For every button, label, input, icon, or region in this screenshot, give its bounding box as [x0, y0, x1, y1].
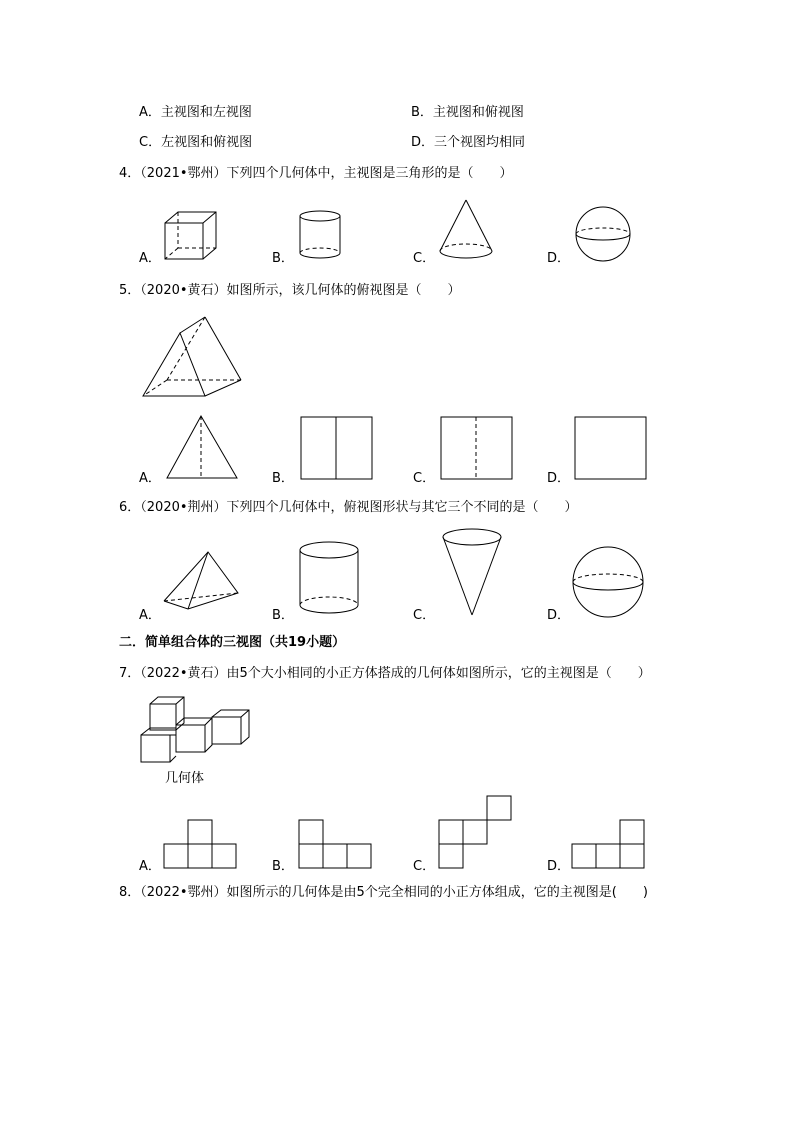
q5-option-d-figure: [574, 416, 648, 482]
q6-label-d: D．: [547, 608, 571, 623]
q7-option-b-figure: [298, 819, 374, 870]
q7-label-d: D．: [547, 859, 571, 874]
q5-label-a: A．: [139, 471, 161, 486]
q6-pyramid-figure: [160, 549, 242, 613]
q4-label-b: B．: [272, 251, 294, 266]
q6-inverted-cone-figure: [440, 527, 504, 619]
q3-option-d: D．三个视图均相同: [411, 135, 526, 150]
q3-option-b: B．主视图和俯视图: [411, 105, 524, 120]
q7-option-d-figure: [571, 819, 647, 870]
q4-cone-figure: [436, 198, 496, 262]
q7-cubes-figure: [138, 694, 252, 766]
q4-cylinder-figure: [298, 209, 344, 263]
q4-label-c: C．: [413, 251, 436, 266]
q8-stem: 8．（2022•鄂州）如图所示的几何体是由5个完全相同的小正方体组成，它的主视图是( ): [119, 885, 648, 900]
q6-cylinder-figure: [298, 540, 362, 618]
q7-option-c-figure: [438, 795, 514, 871]
q6-label-c: C．: [413, 608, 436, 623]
q4-label-d: D．: [547, 251, 571, 266]
q5-label-b: B．: [272, 471, 294, 486]
q7-stem: 7．（2022•黄石）由5个大小相同的小正方体搭成的几何体如图所示，它的主视图是（ ）: [119, 666, 651, 681]
q7-option-a-figure: [163, 819, 239, 870]
q4-label-a: A．: [139, 251, 161, 266]
q7-label-c: C．: [413, 859, 436, 874]
q7-label-a: A．: [139, 859, 161, 874]
q6-stem: 6．（2020•荆州）下列四个几何体中，俯视图形状与其它三个不同的是（ ）: [119, 500, 578, 515]
q7-figure-caption: 几何体: [165, 771, 205, 786]
q6-sphere-figure: [570, 546, 646, 620]
q6-label-b: B．: [272, 608, 294, 623]
q5-stem: 5．（2020•黄石）如图所示，该几何体的俯视图是（ ）: [119, 283, 461, 298]
q5-option-c-figure: [440, 416, 514, 482]
q5-option-a-figure: [164, 413, 240, 481]
q7-label-b: B．: [272, 859, 294, 874]
q6-label-a: A．: [139, 608, 161, 623]
q3-option-c: C．左视图和俯视图: [139, 135, 253, 150]
q5-prism-figure: [140, 314, 246, 400]
q3-option-a: A．主视图和左视图: [139, 105, 252, 120]
q4-sphere-figure: [572, 205, 634, 263]
q5-label-c: C．: [413, 471, 436, 486]
q4-cube-figure: [163, 210, 223, 262]
q5-label-d: D．: [547, 471, 571, 486]
section-heading: 二．简单组合体的三视图（共19小题）: [119, 635, 346, 650]
q4-stem: 4．（2021•鄂州）下列四个几何体中，主视图是三角形的是（ ）: [119, 166, 513, 181]
q5-option-b-figure: [300, 416, 374, 482]
